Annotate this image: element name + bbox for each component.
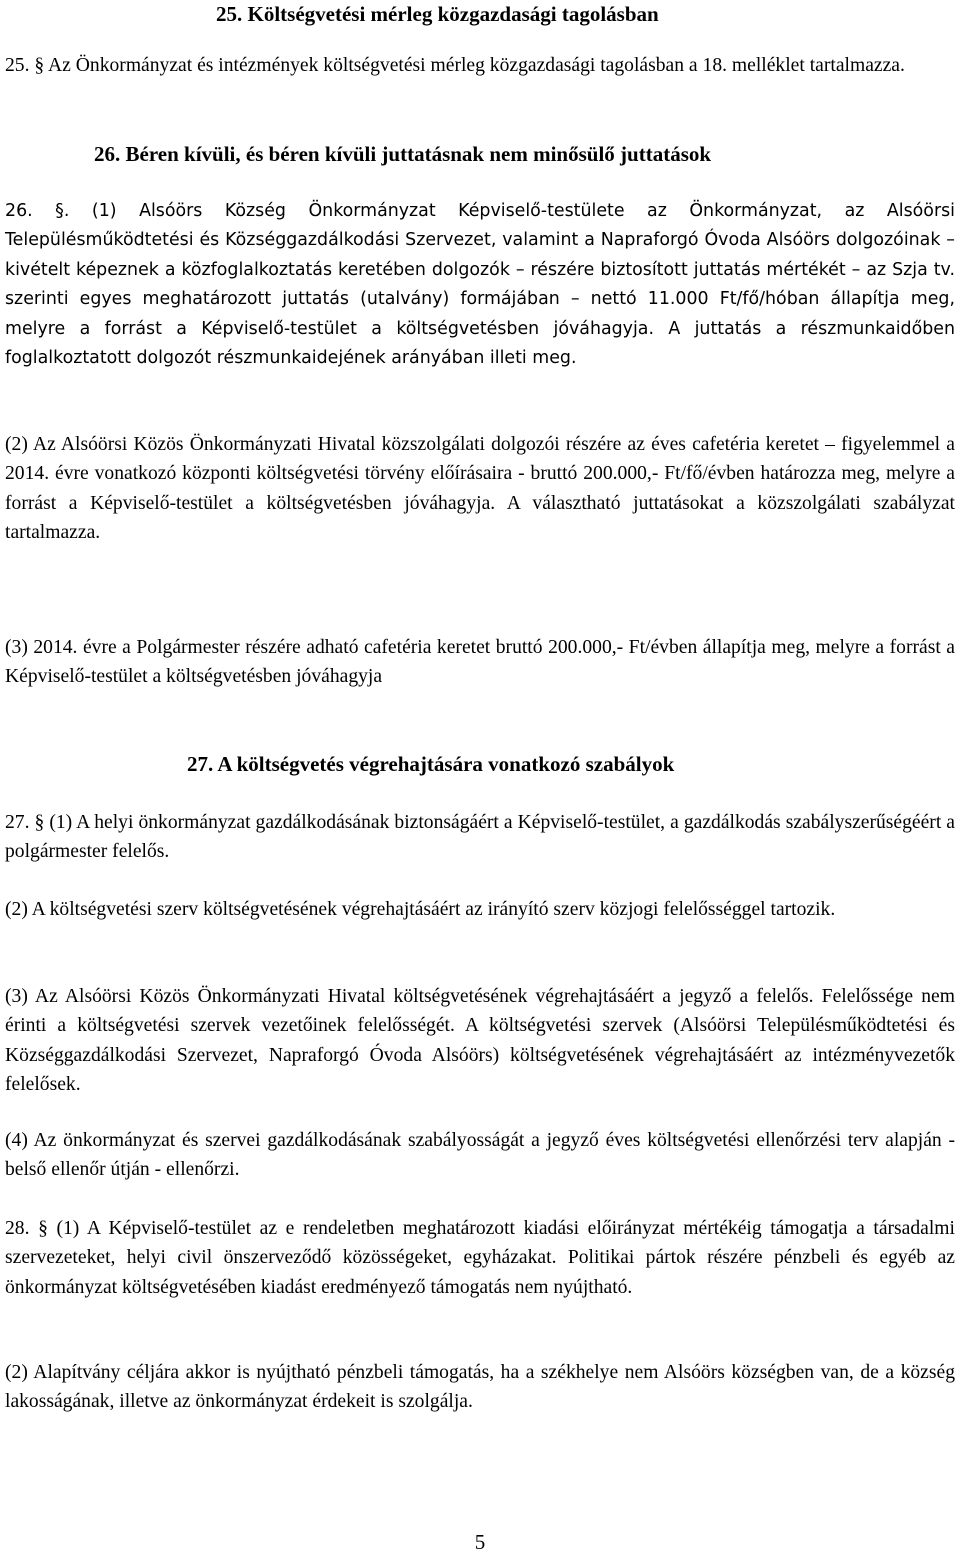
paragraph-25: 25. § Az Önkormányzat és intézmények költségvetési mérleg közgazdasági tagolásban a 18. melléklet tartalmazza.	[5, 55, 905, 76]
paragraph-26-1: 26. §. (1) Alsóörs Község Önkormányzat Képviselő-testülete az Önkormányzat, az Alsóörsi Településműködtetési és Községgazdálkodási Szervezet, valamint a Napraforgó Óvoda Alsóörs dolgozóinak – kivételt képeznek a közfoglalkoztatás keretében dolgozók – részére biztosított juttatás mértékét – az Szja tv. szerinti egyes meghatározott juttatás (utalvány) formájában – nettó 11.000 Ft/fő/hóban állapítja meg, melyre a forrást a Képviselő-testület a költségvetésben jóváhagyja. A juttatás a részmunkaidőben foglalkoztatott dolgozót részmunkaidejének arányában illeti meg.	[5, 201, 955, 369]
section-heading-27: 27. A költségvetés végrehajtására vonatkozó szabályok	[187, 752, 675, 776]
paragraph-27-3: (3) Az Alsóörsi Közös Önkormányzati Hivatal költségvetésének végrehajtásáért a jegyző a felelős. Felelőssége nem érinti a költségvetési szervek vezetőinek felelősségét. A költségvetési szervek (Alsóörsi Településműködtetési és Községgazdálkodási Szervezet, Napraforgó Óvoda Alsóörs) költségvetésének végrehajtásáért az intézményvezetők felelősek.	[5, 986, 955, 1096]
paragraph-28-1: 28. § (1) A Képviselő-testület az e rendeletben meghatározott kiadási előirányzat mértékéig támogatja a társadalmi szervezeteket, helyi civil önszerveződő közösségeket, egyházakat. Politikai pártok részére pénzbeli és egyéb az önkormányzat költségvetésében kiadást eredményező támogatás nem nyújtható.	[5, 1218, 955, 1298]
paragraph-27-1: 27. § (1) A helyi önkormányzat gazdálkodásának biztonságáért a Képviselő-testület, a gazdálkodás szabályszerűségéért a polgármester felelős.	[5, 812, 955, 863]
page-number: 5	[474, 1530, 486, 1554]
paragraph-27-2: (2) A költségvetési szerv költségvetésének végrehajtásáért az irányító szerv közjogi felelősséggel tartozik.	[5, 899, 836, 920]
section-heading-26: 26. Béren kívüli, és béren kívüli juttatásnak nem minősülő juttatások	[94, 142, 712, 166]
paragraph-28-2: (2) Alapítvány céljára akkor is nyújtható pénzbeli támogatás, ha a székhelye nem Alsóörs községben van, de a község lakosságának, illetve az önkormányzat érdekeit is szolgálja.	[5, 1362, 955, 1413]
paragraph-26-2: (2) Az Alsóörsi Közös Önkormányzati Hivatal közszolgálati dolgozói részére az éves cafetéria keretet – figyelemmel a 2014. évre vonatkozó központi költségvetési törvény előírásaira - bruttó 200.000,- Ft/fő/évben határozza meg, melyre a forrást a Képviselő-testület a költségvetésben jóváhagyja. A választható juttatásokat a közszolgálati szabályzat tartalmazza.	[5, 434, 955, 544]
paragraph-27-4: (4) Az önkormányzat és szervei gazdálkodásának szabályosságát a jegyző éves költségvetési ellenőrzési terv alapján - belső ellenőr útján - ellenőrzi.	[5, 1130, 955, 1181]
section-heading-25: 25. Költségvetési mérleg közgazdasági tagolásban	[216, 2, 659, 26]
paragraph-26-3: (3) 2014. évre a Polgármester részére adható cafetéria keretet bruttó 200.000,- Ft/évben állapítja meg, melyre a forrást a Képviselő-testület a költségvetésben jóváhagyja	[5, 637, 955, 688]
